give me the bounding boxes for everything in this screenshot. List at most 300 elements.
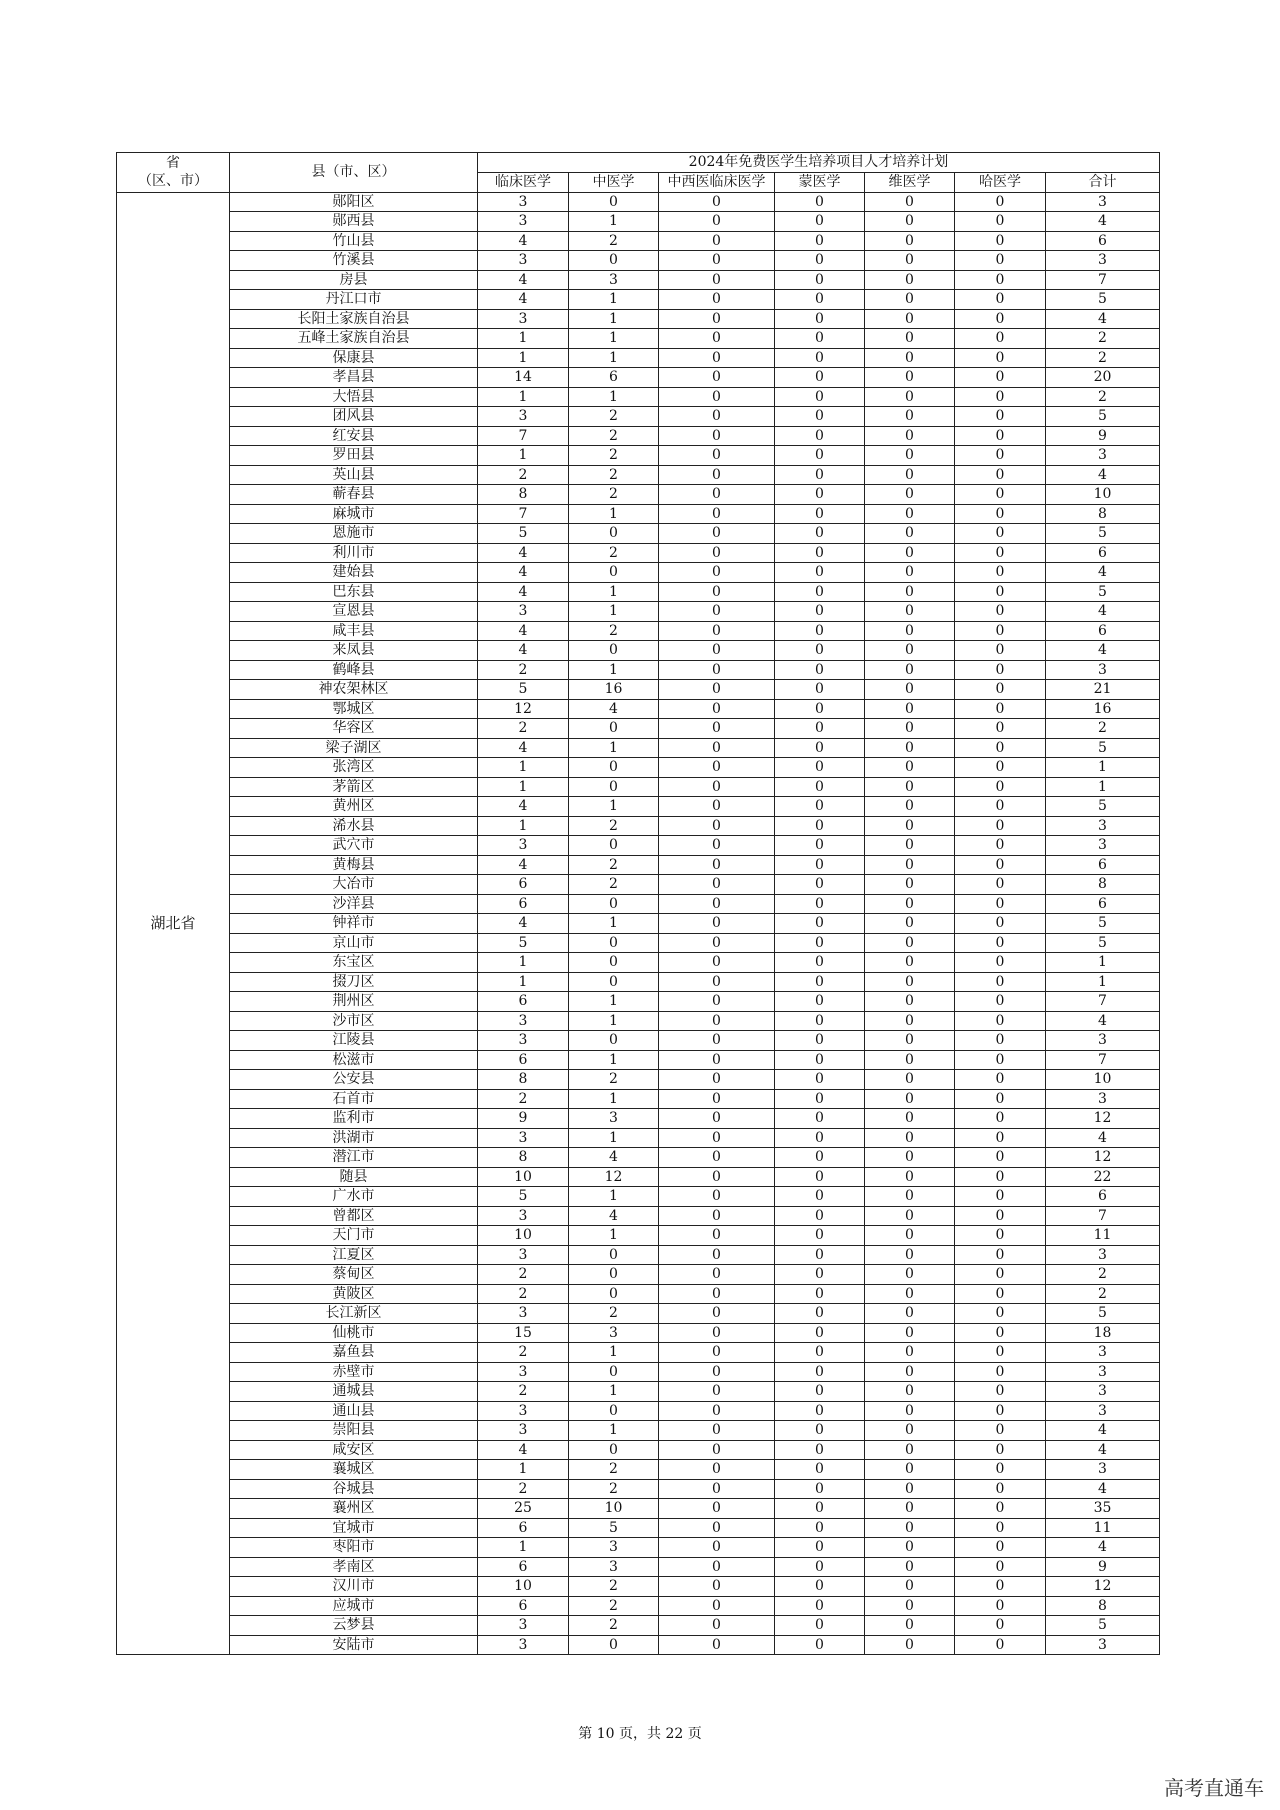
value-cell: 25 xyxy=(478,1499,569,1519)
value-cell: 0 xyxy=(865,1226,955,1246)
county-cell: 咸丰县 xyxy=(230,621,478,641)
value-cell: 0 xyxy=(775,1128,865,1148)
value-cell: 1 xyxy=(569,1187,659,1207)
table-row xyxy=(117,1226,1160,1246)
table-row xyxy=(117,446,1160,466)
province-cell: 湖北省 xyxy=(117,192,230,1655)
value-cell: 0 xyxy=(865,660,955,680)
value-cell: 0 xyxy=(659,1479,775,1499)
table-row xyxy=(117,1401,1160,1421)
value-cell: 12 xyxy=(569,1167,659,1187)
value-cell: 0 xyxy=(865,465,955,485)
value-cell: 7 xyxy=(1046,1050,1160,1070)
value-cell: 0 xyxy=(659,1304,775,1324)
value-cell: 0 xyxy=(865,758,955,778)
value-cell: 0 xyxy=(955,1265,1046,1285)
county-cell: 沙市区 xyxy=(230,1011,478,1031)
value-cell: 0 xyxy=(955,1596,1046,1616)
table-row xyxy=(117,1070,1160,1090)
value-cell: 0 xyxy=(955,1479,1046,1499)
value-cell: 1 xyxy=(569,582,659,602)
value-cell: 0 xyxy=(955,972,1046,992)
value-cell: 5 xyxy=(478,524,569,544)
value-cell: 7 xyxy=(478,504,569,524)
value-cell: 0 xyxy=(865,972,955,992)
subject-column-header: 合计 xyxy=(1046,172,1160,192)
value-cell: 0 xyxy=(955,426,1046,446)
value-cell: 4 xyxy=(478,797,569,817)
value-cell: 0 xyxy=(659,1362,775,1382)
value-cell: 0 xyxy=(865,699,955,719)
value-cell: 0 xyxy=(955,1518,1046,1538)
value-cell: 3 xyxy=(478,1011,569,1031)
county-cell: 竹溪县 xyxy=(230,251,478,271)
value-cell: 0 xyxy=(865,407,955,427)
table-row xyxy=(117,1304,1160,1324)
value-cell: 0 xyxy=(775,368,865,388)
value-cell: 0 xyxy=(659,797,775,817)
county-cell: 蔡甸区 xyxy=(230,1265,478,1285)
value-cell: 1 xyxy=(569,1382,659,1402)
value-cell: 0 xyxy=(775,290,865,310)
value-cell: 0 xyxy=(955,1557,1046,1577)
value-cell: 0 xyxy=(775,953,865,973)
value-cell: 0 xyxy=(865,212,955,232)
value-cell: 2 xyxy=(569,426,659,446)
value-cell: 0 xyxy=(955,504,1046,524)
value-cell: 8 xyxy=(478,485,569,505)
value-cell: 4 xyxy=(1046,1538,1160,1558)
value-cell: 3 xyxy=(478,1616,569,1636)
value-cell: 0 xyxy=(659,1538,775,1558)
value-cell: 0 xyxy=(775,1109,865,1129)
value-cell: 0 xyxy=(955,816,1046,836)
value-cell: 18 xyxy=(1046,1323,1160,1343)
value-cell: 3 xyxy=(478,192,569,212)
county-cell: 梁子湖区 xyxy=(230,738,478,758)
value-cell: 0 xyxy=(955,1616,1046,1636)
value-cell: 0 xyxy=(955,1401,1046,1421)
table-row xyxy=(117,1245,1160,1265)
value-cell: 16 xyxy=(1046,699,1160,719)
value-cell: 0 xyxy=(865,719,955,739)
value-cell: 0 xyxy=(775,738,865,758)
value-cell: 3 xyxy=(478,1635,569,1655)
county-cell: 丹江口市 xyxy=(230,290,478,310)
table-row xyxy=(117,1031,1160,1051)
county-cell: 襄州区 xyxy=(230,1499,478,1519)
value-cell: 11 xyxy=(1046,1226,1160,1246)
value-cell: 0 xyxy=(659,465,775,485)
value-cell: 6 xyxy=(478,1050,569,1070)
value-cell: 5 xyxy=(478,933,569,953)
value-cell: 0 xyxy=(955,758,1046,778)
value-cell: 2 xyxy=(478,1479,569,1499)
value-cell: 0 xyxy=(659,582,775,602)
value-cell: 0 xyxy=(775,1206,865,1226)
value-cell: 6 xyxy=(478,875,569,895)
value-cell: 0 xyxy=(865,602,955,622)
value-cell: 3 xyxy=(478,1304,569,1324)
value-cell: 0 xyxy=(659,1187,775,1207)
county-cell: 云梦县 xyxy=(230,1616,478,1636)
value-cell: 8 xyxy=(1046,504,1160,524)
value-cell: 0 xyxy=(659,231,775,251)
value-cell: 1 xyxy=(1046,777,1160,797)
table-row xyxy=(117,1089,1160,1109)
value-cell: 0 xyxy=(659,875,775,895)
value-cell: 8 xyxy=(478,1070,569,1090)
county-cell: 茅箭区 xyxy=(230,777,478,797)
value-cell: 0 xyxy=(955,1226,1046,1246)
table-row xyxy=(117,231,1160,251)
county-cell: 汉川市 xyxy=(230,1577,478,1597)
value-cell: 3 xyxy=(478,1421,569,1441)
value-cell: 3 xyxy=(478,836,569,856)
value-cell: 0 xyxy=(955,1635,1046,1655)
value-cell: 0 xyxy=(865,504,955,524)
value-cell: 0 xyxy=(865,387,955,407)
value-cell: 0 xyxy=(865,426,955,446)
value-cell: 0 xyxy=(659,368,775,388)
county-cell: 崇阳县 xyxy=(230,1421,478,1441)
value-cell: 0 xyxy=(865,309,955,329)
table-row xyxy=(117,914,1160,934)
value-cell: 0 xyxy=(775,309,865,329)
value-cell: 5 xyxy=(1046,933,1160,953)
value-cell: 5 xyxy=(478,680,569,700)
value-cell: 0 xyxy=(955,1362,1046,1382)
value-cell: 0 xyxy=(865,894,955,914)
value-cell: 4 xyxy=(478,1440,569,1460)
county-cell: 江夏区 xyxy=(230,1245,478,1265)
value-cell: 0 xyxy=(865,446,955,466)
value-cell: 2 xyxy=(1046,348,1160,368)
value-cell: 0 xyxy=(955,348,1046,368)
value-cell: 1 xyxy=(569,212,659,232)
value-cell: 3 xyxy=(478,212,569,232)
county-cell: 长江新区 xyxy=(230,1304,478,1324)
value-cell: 0 xyxy=(865,368,955,388)
county-cell: 应城市 xyxy=(230,1596,478,1616)
value-cell: 0 xyxy=(955,1109,1046,1129)
value-cell: 0 xyxy=(955,641,1046,661)
table-row xyxy=(117,1538,1160,1558)
value-cell: 0 xyxy=(865,1499,955,1519)
value-cell: 0 xyxy=(659,1128,775,1148)
value-cell: 1 xyxy=(569,1128,659,1148)
value-cell: 0 xyxy=(955,1460,1046,1480)
value-cell: 0 xyxy=(775,933,865,953)
value-cell: 0 xyxy=(659,1206,775,1226)
table-row xyxy=(117,543,1160,563)
value-cell: 0 xyxy=(775,797,865,817)
value-cell: 4 xyxy=(569,1148,659,1168)
county-cell: 沙洋县 xyxy=(230,894,478,914)
county-cell: 枣阳市 xyxy=(230,1538,478,1558)
value-cell: 2 xyxy=(1046,329,1160,349)
value-cell: 0 xyxy=(659,212,775,232)
table-row xyxy=(117,836,1160,856)
county-cell: 掇刀区 xyxy=(230,972,478,992)
value-cell: 5 xyxy=(1046,582,1160,602)
value-cell: 0 xyxy=(955,1577,1046,1597)
value-cell: 3 xyxy=(569,1538,659,1558)
table-row xyxy=(117,953,1160,973)
value-cell: 22 xyxy=(1046,1167,1160,1187)
subject-column-header: 中西医临床医学 xyxy=(659,172,775,192)
value-cell: 0 xyxy=(659,641,775,661)
table-row xyxy=(117,563,1160,583)
value-cell: 0 xyxy=(865,738,955,758)
value-cell: 0 xyxy=(865,348,955,368)
value-cell: 1 xyxy=(569,1226,659,1246)
value-cell: 0 xyxy=(865,777,955,797)
value-cell: 0 xyxy=(865,1518,955,1538)
value-cell: 0 xyxy=(775,387,865,407)
table-row xyxy=(117,1265,1160,1285)
table-row xyxy=(117,387,1160,407)
value-cell: 5 xyxy=(1046,797,1160,817)
value-cell: 10 xyxy=(1046,1070,1160,1090)
value-cell: 0 xyxy=(659,758,775,778)
value-cell: 6 xyxy=(1046,621,1160,641)
value-cell: 3 xyxy=(478,1206,569,1226)
value-cell: 0 xyxy=(955,1323,1046,1343)
value-cell: 0 xyxy=(569,1245,659,1265)
value-cell: 10 xyxy=(478,1577,569,1597)
value-cell: 1 xyxy=(569,738,659,758)
county-cell: 赤壁市 xyxy=(230,1362,478,1382)
value-cell: 10 xyxy=(1046,485,1160,505)
county-cell: 建始县 xyxy=(230,563,478,583)
value-cell: 0 xyxy=(865,1109,955,1129)
value-cell: 2 xyxy=(569,543,659,563)
table-row xyxy=(117,758,1160,778)
value-cell: 0 xyxy=(775,1382,865,1402)
value-cell: 0 xyxy=(659,1401,775,1421)
value-cell: 0 xyxy=(775,348,865,368)
county-cell: 房县 xyxy=(230,270,478,290)
county-cell: 保康县 xyxy=(230,348,478,368)
province-header-line1: 省 xyxy=(166,155,180,172)
value-cell: 2 xyxy=(1046,387,1160,407)
value-cell: 0 xyxy=(659,1167,775,1187)
table-row xyxy=(117,1206,1160,1226)
county-cell: 仙桃市 xyxy=(230,1323,478,1343)
value-cell: 0 xyxy=(955,602,1046,622)
value-cell: 0 xyxy=(775,329,865,349)
value-cell: 0 xyxy=(775,621,865,641)
table-row xyxy=(117,1499,1160,1519)
table-row xyxy=(117,894,1160,914)
value-cell: 0 xyxy=(775,836,865,856)
value-cell: 0 xyxy=(955,777,1046,797)
value-cell: 0 xyxy=(659,348,775,368)
value-cell: 0 xyxy=(775,641,865,661)
value-cell: 0 xyxy=(775,543,865,563)
value-cell: 3 xyxy=(569,1109,659,1129)
watermark: 高考直通车 xyxy=(1164,1776,1264,1800)
value-cell: 0 xyxy=(865,1031,955,1051)
value-cell: 1 xyxy=(478,387,569,407)
value-cell: 0 xyxy=(955,1421,1046,1441)
table-row xyxy=(117,1382,1160,1402)
value-cell: 0 xyxy=(865,1479,955,1499)
value-cell: 2 xyxy=(1046,719,1160,739)
value-cell: 1 xyxy=(569,504,659,524)
value-cell: 0 xyxy=(865,290,955,310)
value-cell: 0 xyxy=(865,1460,955,1480)
county-cell: 广水市 xyxy=(230,1187,478,1207)
table-row xyxy=(117,816,1160,836)
value-cell: 0 xyxy=(955,953,1046,973)
value-cell: 0 xyxy=(865,1323,955,1343)
value-cell: 0 xyxy=(865,992,955,1012)
value-cell: 3 xyxy=(478,251,569,271)
value-cell: 6 xyxy=(1046,855,1160,875)
value-cell: 0 xyxy=(865,1538,955,1558)
value-cell: 5 xyxy=(1046,738,1160,758)
value-cell: 0 xyxy=(569,1401,659,1421)
value-cell: 1 xyxy=(478,329,569,349)
value-cell: 0 xyxy=(775,855,865,875)
value-cell: 0 xyxy=(775,1616,865,1636)
table-row xyxy=(117,972,1160,992)
value-cell: 0 xyxy=(569,836,659,856)
value-cell: 2 xyxy=(569,1070,659,1090)
value-cell: 0 xyxy=(659,1343,775,1363)
value-cell: 0 xyxy=(955,699,1046,719)
county-cell: 五峰土家族自治县 xyxy=(230,329,478,349)
value-cell: 0 xyxy=(865,836,955,856)
table-row xyxy=(117,348,1160,368)
county-cell: 宜城市 xyxy=(230,1518,478,1538)
table-row xyxy=(117,192,1160,212)
value-cell: 20 xyxy=(1046,368,1160,388)
value-cell: 0 xyxy=(659,1382,775,1402)
table-row xyxy=(117,251,1160,271)
value-cell: 0 xyxy=(865,251,955,271)
table-row xyxy=(117,1343,1160,1363)
province-column-header xyxy=(117,153,230,193)
county-cell: 咸安区 xyxy=(230,1440,478,1460)
county-cell: 通山县 xyxy=(230,1401,478,1421)
value-cell: 0 xyxy=(955,309,1046,329)
value-cell: 3 xyxy=(478,1362,569,1382)
value-cell: 0 xyxy=(569,894,659,914)
value-cell: 1 xyxy=(478,1460,569,1480)
value-cell: 0 xyxy=(865,1011,955,1031)
plan-table-body xyxy=(117,192,1160,1655)
value-cell: 0 xyxy=(865,1245,955,1265)
value-cell: 0 xyxy=(659,270,775,290)
value-cell: 0 xyxy=(865,1616,955,1636)
value-cell: 0 xyxy=(955,1538,1046,1558)
value-cell: 0 xyxy=(775,1362,865,1382)
county-cell: 利川市 xyxy=(230,543,478,563)
value-cell: 0 xyxy=(775,1440,865,1460)
value-cell: 6 xyxy=(569,368,659,388)
value-cell: 1 xyxy=(569,329,659,349)
value-cell: 0 xyxy=(775,1070,865,1090)
value-cell: 2 xyxy=(569,1479,659,1499)
county-cell: 孝南区 xyxy=(230,1557,478,1577)
county-cell: 武穴市 xyxy=(230,836,478,856)
value-cell: 0 xyxy=(865,1148,955,1168)
value-cell: 0 xyxy=(569,777,659,797)
value-cell: 2 xyxy=(478,1382,569,1402)
value-cell: 3 xyxy=(1046,446,1160,466)
county-cell: 郧西县 xyxy=(230,212,478,232)
county-cell: 公安县 xyxy=(230,1070,478,1090)
value-cell: 3 xyxy=(478,1128,569,1148)
table-row xyxy=(117,1187,1160,1207)
value-cell: 4 xyxy=(569,699,659,719)
county-cell: 天门市 xyxy=(230,1226,478,1246)
value-cell: 0 xyxy=(659,1323,775,1343)
value-cell: 0 xyxy=(659,309,775,329)
value-cell: 1 xyxy=(478,816,569,836)
value-cell: 1 xyxy=(478,1538,569,1558)
value-cell: 1 xyxy=(569,797,659,817)
value-cell: 0 xyxy=(775,1557,865,1577)
table-row xyxy=(117,1596,1160,1616)
value-cell: 0 xyxy=(865,855,955,875)
value-cell: 0 xyxy=(775,1479,865,1499)
value-cell: 0 xyxy=(659,836,775,856)
value-cell: 0 xyxy=(955,738,1046,758)
value-cell: 2 xyxy=(478,1284,569,1304)
value-cell: 0 xyxy=(775,212,865,232)
value-cell: 0 xyxy=(659,192,775,212)
value-cell: 0 xyxy=(865,953,955,973)
value-cell: 6 xyxy=(1046,231,1160,251)
county-cell: 黄梅县 xyxy=(230,855,478,875)
value-cell: 0 xyxy=(955,1187,1046,1207)
value-cell: 3 xyxy=(1046,836,1160,856)
value-cell: 0 xyxy=(775,1343,865,1363)
value-cell: 0 xyxy=(955,387,1046,407)
value-cell: 0 xyxy=(569,758,659,778)
value-cell: 12 xyxy=(478,699,569,719)
table-row xyxy=(117,407,1160,427)
county-cell: 蕲春县 xyxy=(230,485,478,505)
value-cell: 1 xyxy=(478,446,569,466)
value-cell: 4 xyxy=(478,641,569,661)
county-cell: 京山市 xyxy=(230,933,478,953)
value-cell: 3 xyxy=(1046,1401,1160,1421)
value-cell: 0 xyxy=(955,855,1046,875)
value-cell: 0 xyxy=(659,1499,775,1519)
value-cell: 0 xyxy=(775,1323,865,1343)
value-cell: 0 xyxy=(955,1382,1046,1402)
value-cell: 0 xyxy=(659,407,775,427)
value-cell: 0 xyxy=(955,1089,1046,1109)
table-row xyxy=(117,1011,1160,1031)
table-row xyxy=(117,699,1160,719)
value-cell: 0 xyxy=(775,1226,865,1246)
value-cell: 8 xyxy=(1046,875,1160,895)
value-cell: 1 xyxy=(569,660,659,680)
value-cell: 0 xyxy=(659,1421,775,1441)
value-cell: 0 xyxy=(865,1635,955,1655)
value-cell: 0 xyxy=(775,426,865,446)
county-cell: 竹山县 xyxy=(230,231,478,251)
value-cell: 0 xyxy=(659,251,775,271)
table-row xyxy=(117,1577,1160,1597)
value-cell: 3 xyxy=(1046,1031,1160,1051)
